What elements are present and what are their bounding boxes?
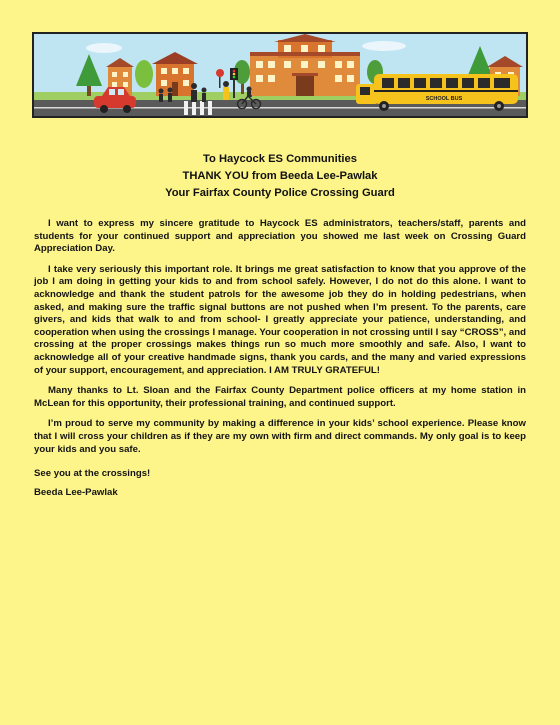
bush-icon bbox=[135, 60, 153, 88]
heading-role: Your Fairfax County Police Crossing Guard bbox=[165, 187, 395, 199]
letter-signature: Beeda Lee-Pawlak bbox=[34, 486, 118, 498]
letter-paragraph: I’m proud to serve my community by making a difference in your kids’ school experience. Please know that I will cross your children as if they are my own with firm and direct commands. My only goal is to keep your kids and you safe. bbox=[34, 418, 526, 455]
header-banner-illustration bbox=[32, 32, 528, 118]
heading-thank-you: THANK YOU from Beeda Lee-Pawlak bbox=[182, 170, 378, 182]
heading-recipients: To Haycock ES Communities bbox=[203, 153, 357, 165]
letter-body bbox=[34, 218, 526, 505]
letter-paragraph: I take very seriously this important role. It brings me great satisfaction to know that you approve of the job I am doing in getting your kids to and from school safely. However, I do not do this alone. I want to acknowledge and thank the student patrols for the awesome job they do in holding pedestrians, when asked, and making sure the traffic signal buttons are not pushed when I’m present. To the parents, care givers, and kids that walk to and from school- I greatly appreciate your patience, understanding, and cooperation when using the crossings I manage. Your cooperation in not crossing until I say “CROSS”, and crossing at the proper crossings makes things run so much more smoothly and safe. Also, I want to acknowledge all of your creative handmade signs, thank you cards, and the many and varied expressions of your support, encouragement, and appreciation. I AM TRULY GRATEFUL! bbox=[34, 263, 526, 376]
school-bus-label: SCHOOL BUS bbox=[425, 96, 463, 102]
letter-paragraph: I want to express my sincere gratitude to Haycock ES administrators, teachers/staff, parents and students for your continued support and appreciation you showed me last week on Crossing Guard Appreciation Day. bbox=[34, 218, 526, 255]
school-scene-illustration bbox=[34, 34, 526, 116]
letter-closing: See you at the crossings! bbox=[34, 468, 151, 480]
letter-paragraph: Many thanks to Lt. Sloan and the Fairfax County Department police officers at my home station in McLean for this opportunity, their professional training, and continued support. bbox=[34, 385, 526, 409]
letter-heading bbox=[0, 151, 560, 202]
letter-closing-block bbox=[34, 468, 526, 499]
